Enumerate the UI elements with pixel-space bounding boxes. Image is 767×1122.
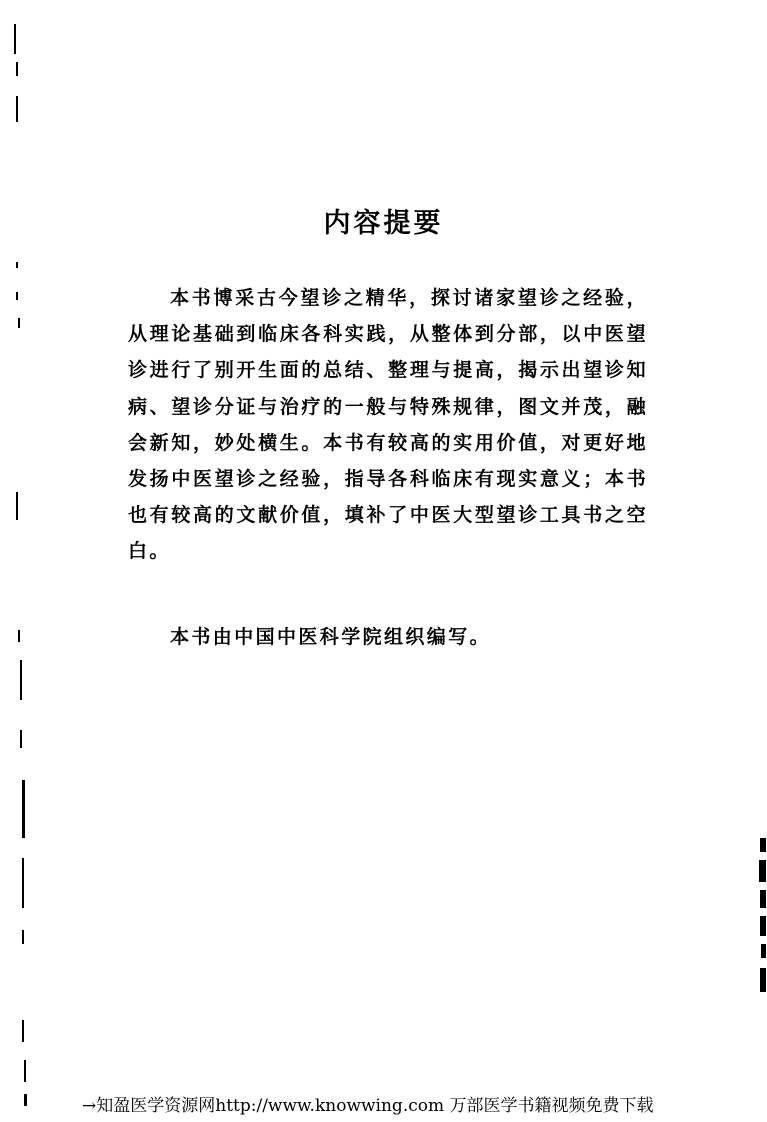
authorship-paragraph: 本书由中国中医科学院组织编写。	[170, 626, 492, 648]
scan-edge-mark	[760, 890, 766, 908]
scan-edge-mark	[16, 492, 18, 520]
scan-edge-mark	[22, 858, 24, 908]
scan-edge-mark	[761, 944, 766, 958]
scan-edge-mark	[16, 96, 18, 122]
scan-edge-mark	[16, 62, 18, 76]
scan-edge-mark	[760, 968, 766, 992]
scan-edge-mark	[22, 930, 24, 944]
scan-edge-mark	[16, 292, 18, 300]
scan-edge-mark	[22, 1020, 24, 1042]
page-title: 内容提要	[323, 208, 444, 240]
scan-edge-mark	[16, 262, 18, 268]
scan-edge-mark	[24, 1060, 26, 1082]
scan-edge-mark	[22, 780, 25, 838]
footer-watermark-text: →知盈医学资源网http://www.knowwing.com 万部医学书籍视频免费下载	[82, 1096, 654, 1116]
scan-edge-mark	[20, 660, 22, 700]
summary-paragraph: 本书博采古今望诊之精华，探讨诸家望诊之经验，从理论基础到临床各科实践，从整体到分部，以中医望诊进行了别开生面的总结、整理与提高，揭示出望诊知病、望诊分证与治疗的一般与特殊规律，图文并茂，融会新知，妙处横生。本书有较高的实用价值，对更好地发扬中医望诊之经验，指导各科临床有现实意义；本书也有较高的文献价值，填补了中医大型望诊工具书之空白。	[128, 287, 648, 563]
scan-edge-mark	[18, 630, 20, 642]
scan-edge-mark	[760, 916, 766, 936]
scan-edge-mark	[20, 730, 22, 748]
scan-edge-mark	[760, 838, 766, 852]
scan-edge-mark	[14, 24, 16, 54]
scan-edge-mark	[24, 1094, 27, 1106]
scan-edge-mark	[759, 860, 766, 882]
scan-edge-mark	[18, 318, 20, 328]
